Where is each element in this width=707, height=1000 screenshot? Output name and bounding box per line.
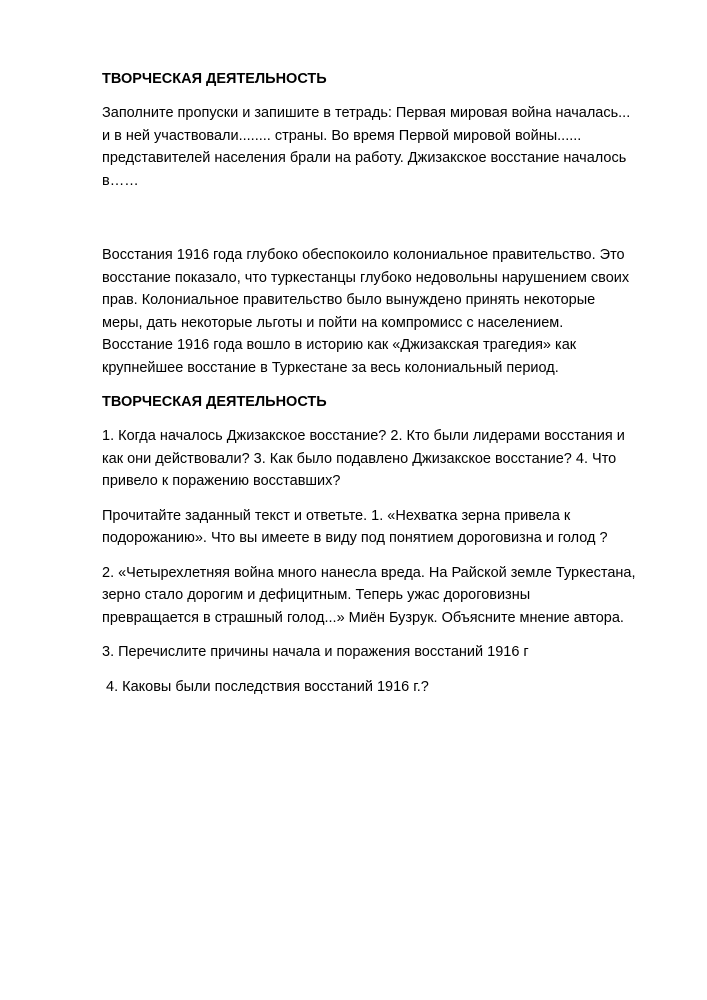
text-line: 4. Каковы были последствия восстаний 1916 г.? bbox=[106, 678, 429, 695]
text-line: Восстание 1916 года вошло в историю как «Джизакская трагедия» как bbox=[102, 337, 577, 353]
text-line: 1. Когда началось Джизакское восстание? 2. Кто были лидерами восстания и bbox=[102, 428, 625, 444]
text-line: в…… bbox=[102, 172, 139, 189]
document-content bbox=[102, 68, 662, 710]
fill-blanks-task bbox=[102, 102, 662, 192]
text-line: и в ней участвовали........ страны. Во время Первой мировой войны...... bbox=[102, 127, 582, 144]
text-line: как они действовали? 3. Как было подавлено Джизакское восстание? 4. Что bbox=[102, 450, 617, 467]
text-line: привело к поражению восставших? bbox=[102, 473, 341, 489]
quote-task-paragraph bbox=[102, 562, 662, 630]
text-line: подорожанию». Что вы имеете в виду под понятием дороговизна и голод ? bbox=[102, 530, 608, 546]
text-line: превращается в страшный голод...» Миён Бузрук. Объясните мнение автора. bbox=[102, 609, 624, 626]
text-line: крупнейшее восстание в Туркестане за весь колониальный период. bbox=[102, 359, 559, 376]
text-line: меры, дать некоторые льготы и пойти на компромисс с населением. bbox=[102, 314, 564, 331]
text-line: 3. Перечислите причины начала и поражения восстаний 1916 г bbox=[102, 644, 529, 660]
questions-paragraph bbox=[102, 425, 662, 493]
text-line: восстание показало, что туркестанцы глубоко недовольны нарушением своих bbox=[102, 269, 630, 286]
text-line: зерно стало дорогим и дефицитным. Теперь ужас дороговизны bbox=[102, 587, 531, 603]
summary-paragraph bbox=[102, 244, 662, 379]
text-line: прав. Колониальное правительство было вынуждено принять некоторые bbox=[102, 292, 596, 308]
text-line: 2. «Четырехлетняя война много нанесла вреда. На Райской земле Туркестана, bbox=[102, 564, 636, 581]
spacer bbox=[102, 204, 662, 244]
task-4 bbox=[102, 676, 662, 699]
section-heading-2: ТВОРЧЕСКАЯ ДЕЯТЕЛЬНОСТЬ bbox=[102, 394, 327, 410]
text-line: Заполните пропуски и запишите в тетрадь: Первая мировая война началась... bbox=[102, 105, 631, 121]
text-line: Прочитайте заданный текст и ответьте. 1. «Нехватка зерна привела к bbox=[102, 507, 571, 524]
text-line: Восстания 1916 года глубоко обеспокоило колониальное правительство. Это bbox=[102, 247, 625, 263]
text-line: представителей населения брали на работу. Джизакское восстание началось bbox=[102, 150, 627, 166]
task-3 bbox=[102, 641, 662, 664]
text-task-paragraph bbox=[102, 505, 662, 550]
section-heading-1: ТВОРЧЕСКАЯ ДЕЯТЕЛЬНОСТЬ bbox=[102, 71, 327, 87]
